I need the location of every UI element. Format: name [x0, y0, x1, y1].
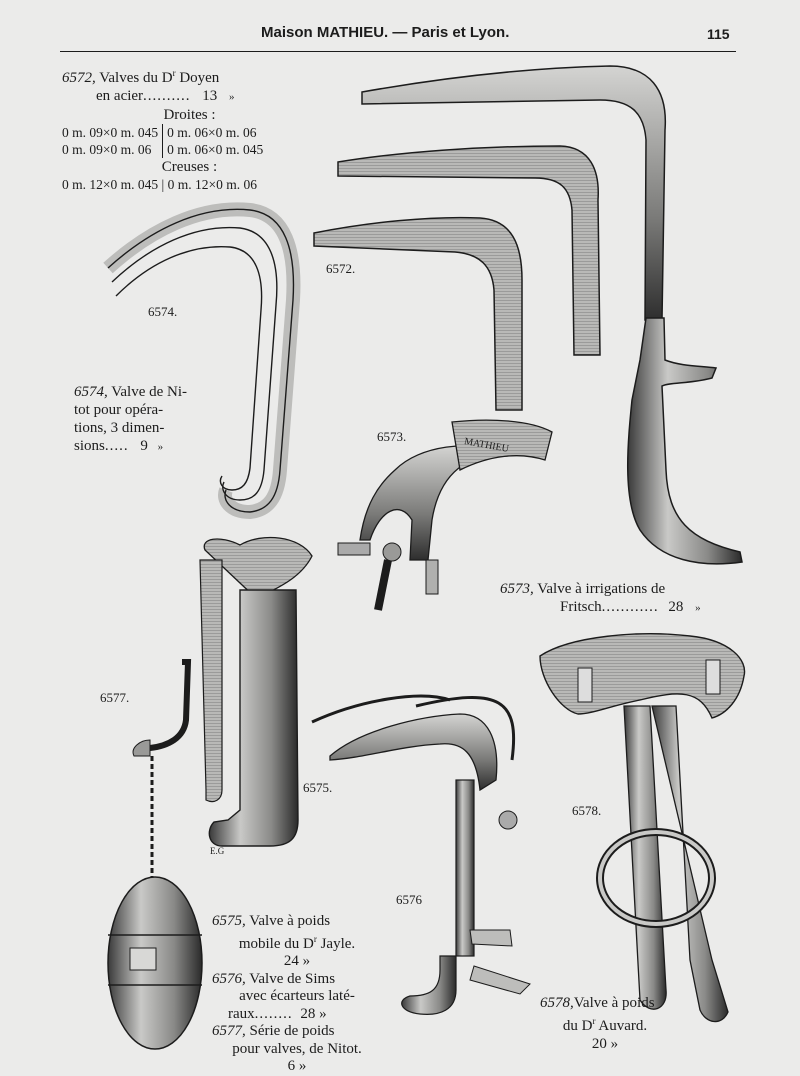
item-number: 6576, — [212, 970, 246, 987]
leader-dots: ..... — [104, 438, 129, 454]
item-text: tot pour opéra- — [74, 402, 164, 418]
entry-6572 — [62, 64, 317, 193]
figure-label-6572: 6572. — [326, 261, 356, 276]
item-price: 28 » — [300, 1005, 327, 1022]
jayle-valve-illustration — [200, 537, 312, 846]
price-mark: » — [229, 91, 235, 103]
creuses-sizes: 0 m. 12×0 m. 045 | 0 m. 12×0 m. 06 — [62, 177, 257, 192]
entry-6575-6577 — [212, 913, 382, 1076]
item-number: 6572, — [62, 70, 96, 86]
nitot-valves-illustration — [108, 209, 293, 512]
item-price: 9 — [140, 438, 148, 454]
item-name-end: Doyen — [175, 70, 220, 86]
item-text: mobile du D — [238, 935, 314, 952]
size-row: 0 m. 09×0 m. 045 — [62, 125, 159, 140]
size-row: 0 m. 06×0 m. 045 — [167, 142, 264, 157]
item-text: tions, 3 dimen- — [74, 420, 165, 436]
item-text: Série de poids — [249, 1023, 335, 1039]
item-text: Valve de Sims — [249, 970, 336, 987]
item-price: 20 » — [591, 1036, 619, 1052]
leader-dots: .......... — [143, 88, 191, 104]
title-superscript: r — [592, 1016, 596, 1026]
title-superscript: r — [172, 68, 176, 78]
item-number: 6573, — [500, 581, 534, 597]
entry-6574 — [74, 383, 224, 456]
item-text: Fritsch — [560, 599, 602, 615]
figure-label-6575: 6575. — [303, 780, 333, 795]
engraver-mark: E.G — [210, 846, 225, 856]
item-material: en acier — [96, 88, 144, 104]
size-row: 0 m. 12×0 m. 06 — [167, 177, 257, 192]
figure-label-6577: 6577. — [100, 690, 130, 705]
title-superscript: r — [313, 933, 317, 944]
fritsch-irrigation-valve-illustration — [628, 318, 742, 564]
item-number: 6578, — [540, 995, 574, 1011]
leader-dots: ............ — [601, 599, 659, 615]
item-text: du D — [562, 1018, 593, 1034]
item-price: 28 — [668, 599, 684, 615]
price-mark: » — [695, 602, 701, 614]
item-name: Valves du D — [99, 70, 173, 86]
entry-6572-price-line — [62, 87, 317, 106]
entry-6573 — [500, 580, 760, 617]
brand-mark: MATHIEU — [463, 436, 510, 455]
entry-6572-title — [62, 64, 317, 87]
item-text: Valve à irrigations de — [537, 581, 666, 597]
entry-6578 — [540, 994, 670, 1053]
leader-dots: ........ — [254, 1005, 293, 1022]
figure-label-6573: 6573. — [377, 429, 407, 444]
item-text: Jayle. — [316, 935, 356, 952]
running-title: Maison MATHIEU. — Paris et Lyon. — [261, 24, 510, 41]
item-price: 24 » — [283, 953, 311, 969]
item-price: 6 » — [287, 1058, 307, 1074]
size-row: 0 m. 09×0 m. 06 — [62, 142, 152, 157]
item-price: 13 — [202, 88, 218, 104]
figure-label-6574: 6574. — [148, 304, 178, 319]
item-number: 6577, — [212, 1023, 246, 1039]
item-text: Valve à poids — [573, 995, 655, 1011]
creuses-title: Creuses : — [161, 159, 218, 175]
item-text: Valve de Ni- — [111, 384, 188, 400]
item-text: raux — [228, 1005, 255, 1022]
item-text: Auvard. — [595, 1018, 648, 1034]
item-text: Valve à poids — [249, 913, 331, 929]
auvard-valve-illustration — [540, 634, 745, 1022]
figure-label-6576: 6576 — [396, 892, 422, 907]
size-row: 0 m. 06×0 m. 06 — [167, 125, 257, 140]
nitot-weight-illustration — [108, 662, 202, 1049]
item-number: 6575, — [212, 913, 246, 929]
figure-label-6578: 6578. — [572, 803, 602, 818]
price-mark: » — [157, 441, 164, 453]
item-text: avec écarteurs laté- — [239, 988, 355, 1004]
item-text: pour valves, de Nitot. — [232, 1040, 362, 1057]
page-number: 115 — [707, 26, 730, 42]
size-row: 0 m. 12×0 m. 045 — [62, 177, 159, 192]
item-text: sions — [74, 438, 105, 454]
droites-title: Droites : — [163, 107, 216, 123]
doyen-valve-small-illustration — [314, 218, 522, 410]
item-number: 6574, — [74, 384, 108, 400]
droites-sizes — [62, 124, 317, 158]
